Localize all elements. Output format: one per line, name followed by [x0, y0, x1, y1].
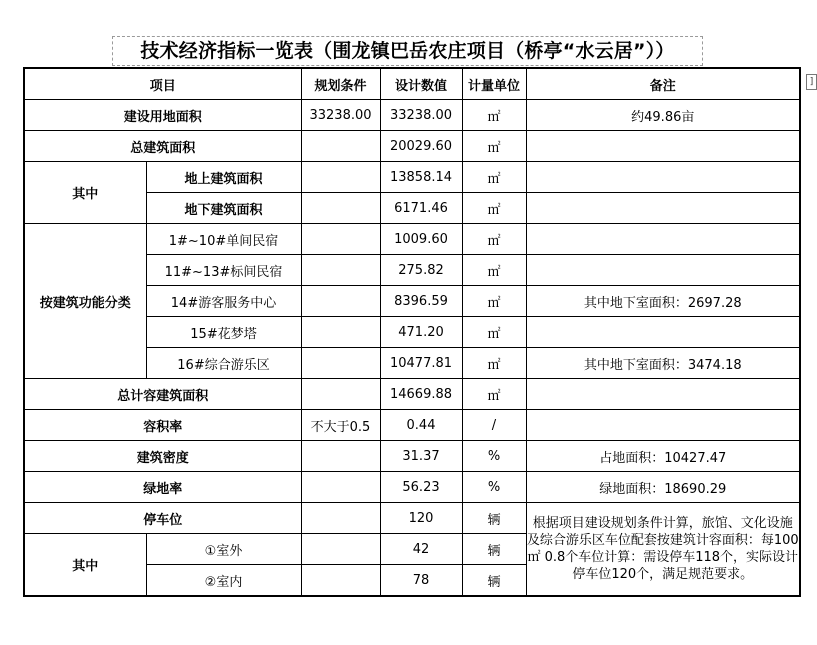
- planning-value: [301, 441, 380, 472]
- table-row: [24, 162, 800, 193]
- planning-value: [301, 472, 380, 503]
- note: [526, 255, 800, 286]
- design-value: 275.82: [380, 255, 462, 286]
- unit: ㎡: [462, 162, 526, 193]
- unit: 辆: [462, 503, 526, 534]
- table-row: [24, 410, 800, 441]
- design-value: 10477.81: [380, 348, 462, 379]
- row-label: 建设用地面积: [24, 100, 301, 131]
- planning-value: 33238.00: [301, 100, 380, 131]
- planning-value: [301, 503, 380, 534]
- planning-value: [301, 255, 380, 286]
- row-label: 总计容建筑面积: [24, 379, 301, 410]
- table-row: [24, 503, 800, 534]
- note: [526, 317, 800, 348]
- unit: ㎡: [462, 286, 526, 317]
- planning-value: [301, 131, 380, 162]
- indicator-table: [23, 67, 801, 597]
- row-label: ①室外: [146, 534, 301, 565]
- design-value: 8396.59: [380, 286, 462, 317]
- unit: ㎡: [462, 348, 526, 379]
- header-design: 设计数值: [380, 68, 462, 100]
- design-value: 42: [380, 534, 462, 565]
- unit: /: [462, 410, 526, 441]
- row-label: 总建筑面积: [24, 131, 301, 162]
- design-value: 6171.46: [380, 193, 462, 224]
- design-value: 1009.60: [380, 224, 462, 255]
- row-label: 容积率: [24, 410, 301, 441]
- row-label: 15#花梦塔: [146, 317, 301, 348]
- row-label: ②室内: [146, 565, 301, 597]
- planning-value: [301, 286, 380, 317]
- note: 占地面积：10427.47: [526, 441, 800, 472]
- design-value: 471.20: [380, 317, 462, 348]
- unit: ㎡: [462, 131, 526, 162]
- table-row: [24, 472, 800, 503]
- unit: ㎡: [462, 100, 526, 131]
- design-value: 20029.60: [380, 131, 462, 162]
- header-note: 备注: [526, 68, 800, 100]
- table-row: [24, 100, 800, 131]
- row-label: 地上建筑面积: [146, 162, 301, 193]
- row-label: 绿地率: [24, 472, 301, 503]
- unit: ㎡: [462, 317, 526, 348]
- table-header-row: [24, 68, 800, 100]
- header-item: 项目: [24, 68, 301, 100]
- note: 约49.86亩: [526, 100, 800, 131]
- unit: ㎡: [462, 255, 526, 286]
- planning-value: [301, 534, 380, 565]
- design-value: 33238.00: [380, 100, 462, 131]
- planning-value: [301, 224, 380, 255]
- group-label: 其中: [24, 534, 146, 597]
- page-title: 技术经济指标一览表（围龙镇巴岳农庄项目（桥亭“水云居”））: [112, 36, 703, 66]
- design-value: 31.37: [380, 441, 462, 472]
- unit: 辆: [462, 565, 526, 597]
- planning-value: [301, 565, 380, 597]
- planning-value: [301, 379, 380, 410]
- table-row: [24, 379, 800, 410]
- row-label: 11#~13#标间民宿: [146, 255, 301, 286]
- row-label: 14#游客服务中心: [146, 286, 301, 317]
- unit: ㎡: [462, 193, 526, 224]
- design-value: 78: [380, 565, 462, 597]
- unit: ㎡: [462, 379, 526, 410]
- design-value: 56.23: [380, 472, 462, 503]
- note: [526, 131, 800, 162]
- group-label: 按建筑功能分类: [24, 224, 146, 379]
- row-label: 1#~10#单间民宿: [146, 224, 301, 255]
- table-row: [24, 224, 800, 255]
- planning-value: [301, 348, 380, 379]
- note: 其中地下室面积：3474.18: [526, 348, 800, 379]
- planning-value: [301, 317, 380, 348]
- note: [526, 193, 800, 224]
- row-label: 停车位: [24, 503, 301, 534]
- note: [526, 162, 800, 193]
- planning-value: [301, 162, 380, 193]
- planning-value: 不大于0.5: [301, 410, 380, 441]
- design-value: 120: [380, 503, 462, 534]
- unit: 辆: [462, 534, 526, 565]
- header-unit: 计量单位: [462, 68, 526, 100]
- note: [526, 224, 800, 255]
- design-value: 13858.14: [380, 162, 462, 193]
- bracket-marker: ]: [806, 74, 817, 90]
- row-label: 地下建筑面积: [146, 193, 301, 224]
- header-planning: 规划条件: [301, 68, 380, 100]
- note: [526, 410, 800, 441]
- table-row: [24, 131, 800, 162]
- note: 绿地面积：18690.29: [526, 472, 800, 503]
- row-label: 建筑密度: [24, 441, 301, 472]
- design-value: 0.44: [380, 410, 462, 441]
- row-label: 16#综合游乐区: [146, 348, 301, 379]
- unit: %: [462, 441, 526, 472]
- note: [526, 379, 800, 410]
- table-row: [24, 441, 800, 472]
- note: 其中地下室面积：2697.28: [526, 286, 800, 317]
- design-value: 14669.88: [380, 379, 462, 410]
- parking-note: 根据项目建设规划条件计算，旅馆、文化设施及综合游乐区车位配套按建筑计容面积：每100㎡ 0.8个车位计算：需设停车118个，实际设计停车位120个，满足规范要求。: [526, 503, 800, 597]
- unit: %: [462, 472, 526, 503]
- group-label: 其中: [24, 162, 146, 224]
- planning-value: [301, 193, 380, 224]
- unit: ㎡: [462, 224, 526, 255]
